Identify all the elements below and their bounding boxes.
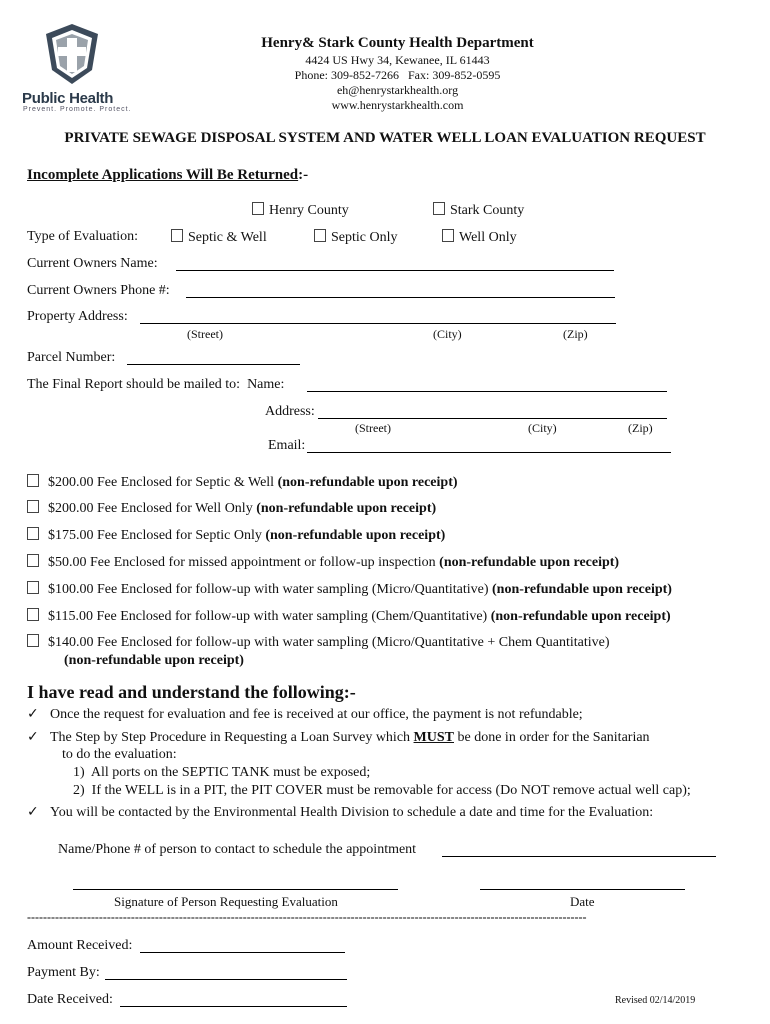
- fee-item[interactable]: [27, 634, 610, 651]
- header: [200, 34, 595, 113]
- org-address: 4424 US Hwy 34, Kewanee, IL 61443: [305, 53, 490, 67]
- fee-checkbox[interactable]: [27, 500, 39, 513]
- evaluation-label: Type of Evaluation:: [27, 229, 138, 244]
- incomplete-suffix: :-: [298, 167, 309, 183]
- property-zip-label: (Zip): [563, 327, 588, 341]
- understand-item-2-cont: to do the evaluation:: [62, 747, 177, 762]
- henry-county-label: Henry County: [269, 203, 349, 218]
- understand-item-1: Once the request for evaluation and fee is received at our office, the payment is not refundable;: [50, 707, 583, 722]
- date-received-label: Date Received:: [27, 992, 113, 1007]
- fee-checkbox[interactable]: [27, 608, 39, 621]
- mail-city-label: (City): [528, 421, 557, 435]
- fee-item[interactable]: [27, 581, 672, 598]
- septic-only-checkbox[interactable]: [314, 229, 326, 242]
- fee-checkbox[interactable]: [27, 581, 39, 594]
- owners-phone-label: Current Owners Phone #:: [27, 283, 170, 298]
- fee-note: (non-refundable upon receipt): [492, 582, 672, 597]
- mail-email-field[interactable]: [307, 438, 671, 453]
- mail-address-label: Address:: [265, 404, 315, 419]
- fee-text: $140.00 Fee Enclosed for follow-up with water sampling (Micro/Quantitative + Chem Quantitative): [48, 635, 610, 650]
- amount-received-field[interactable]: [140, 938, 345, 953]
- fee-text: $200.00 Fee Enclosed for Septic & Well: [48, 475, 278, 490]
- understand-item-2: [50, 730, 650, 746]
- parcel-label: Parcel Number:: [27, 350, 116, 365]
- fee-item[interactable]: [27, 474, 458, 491]
- incomplete-warning: [27, 167, 308, 184]
- henry-county-option[interactable]: [252, 202, 349, 219]
- fee-checkbox[interactable]: [27, 554, 39, 567]
- fee-text: $200.00 Fee Enclosed for Well Only: [48, 501, 257, 516]
- date-field[interactable]: [480, 889, 685, 890]
- owners-phone-field[interactable]: [186, 283, 615, 298]
- septic-well-option[interactable]: [171, 229, 267, 246]
- mail-address-field[interactable]: [318, 404, 667, 419]
- fee-checkbox[interactable]: [27, 527, 39, 540]
- org-name: Henry& Stark County Health Department: [261, 35, 534, 51]
- org-website: www.henrystarkhealth.com: [331, 98, 464, 112]
- henry-county-checkbox[interactable]: [252, 202, 264, 215]
- fee-checkbox[interactable]: [27, 634, 39, 647]
- septic-only-label: Septic Only: [331, 230, 398, 245]
- signature-field[interactable]: [73, 889, 398, 890]
- understand-item-3: You will be contacted by the Environmental Health Division to schedule a date and time for the Evaluation:: [50, 805, 654, 820]
- well-only-label: Well Only: [459, 230, 517, 245]
- revised-date: Revised 02/14/2019: [615, 995, 696, 1006]
- item2-text-a: The Step by Step Procedure in Requesting a Loan Survey which: [50, 730, 414, 745]
- stark-county-checkbox[interactable]: [433, 202, 445, 215]
- fee-note: (non-refundable upon receipt): [256, 501, 437, 516]
- org-phone: Phone: 309-852-7266 Fax: 309-852-0595: [294, 68, 501, 82]
- property-address-label: Property Address:: [27, 309, 128, 324]
- fee-text: $175.00 Fee Enclosed for Septic Only: [48, 528, 266, 543]
- signature-label: Signature of Person Requesting Evaluation: [114, 894, 338, 909]
- mail-street-label: (Street): [355, 421, 391, 435]
- owners-name-label: Current Owners Name:: [27, 256, 158, 271]
- well-only-option[interactable]: [442, 229, 517, 246]
- well-only-checkbox[interactable]: [442, 229, 454, 242]
- fee-note: (non-refundable upon receipt): [277, 475, 458, 490]
- septic-well-checkbox[interactable]: [171, 229, 183, 242]
- date-received-field[interactable]: [120, 992, 347, 1007]
- item2-text-b: be done in order for the Sanitarian: [454, 730, 650, 745]
- septic-well-label: Septic & Well: [188, 230, 267, 245]
- property-street-label: (Street): [187, 327, 223, 341]
- septic-only-option[interactable]: [314, 229, 398, 246]
- amount-received-label: Amount Received:: [27, 938, 133, 953]
- incomplete-text: Incomplete Applications Will Be Returned: [27, 167, 299, 183]
- date-label: Date: [570, 894, 595, 909]
- fee-text: $100.00 Fee Enclosed for follow-up with water sampling (Micro/Quantitative): [48, 582, 493, 597]
- fee-note: (non-refundable upon receipt): [439, 555, 620, 570]
- divider: --------------------------------------------------------------------------------------------------------------------------------------------: [27, 910, 587, 924]
- contact-field[interactable]: [442, 842, 716, 857]
- check-icon: ✓: [27, 804, 39, 820]
- shield-cross-icon: [40, 22, 104, 86]
- payment-by-label: Payment By:: [27, 965, 100, 980]
- check-icon: ✓: [27, 729, 39, 745]
- item2-must: MUST: [413, 730, 454, 745]
- contact-label: Name/Phone # of person to contact to schedule the appointment: [58, 842, 417, 857]
- fee-item[interactable]: [27, 527, 445, 544]
- fee-item[interactable]: [27, 554, 619, 571]
- org-email: eh@henrystarkhealth.org: [336, 83, 459, 97]
- logo-name: Public Health: [22, 90, 114, 107]
- sub-item-2: 2) If the WELL is in a PIT, the PIT COVER must be removable for access (Do NOT remove actual well cap);: [73, 783, 691, 798]
- stark-county-option[interactable]: [433, 202, 524, 219]
- page-title: PRIVATE SEWAGE DISPOSAL SYSTEM AND WATER WELL LOAN EVALUATION REQUEST: [64, 130, 706, 146]
- fee-item[interactable]: [27, 500, 436, 517]
- understand-heading: I have read and understand the following:-: [27, 682, 356, 702]
- fee-text: $115.00 Fee Enclosed for follow-up with water sampling (Chem/Quantitative): [48, 609, 491, 624]
- mail-email-label: Email:: [268, 438, 306, 453]
- payment-by-field[interactable]: [105, 965, 347, 980]
- logo: [22, 22, 132, 113]
- fee-note: (non-refundable upon receipt): [265, 528, 446, 543]
- fee-item[interactable]: [27, 608, 671, 625]
- property-address-field[interactable]: [140, 309, 616, 324]
- mailed-to-label: The Final Report should be mailed to: Name:: [27, 377, 285, 392]
- property-city-label: (City): [433, 327, 462, 341]
- mail-name-field[interactable]: [307, 377, 667, 392]
- stark-county-label: Stark County: [450, 203, 525, 218]
- logo-tagline: Prevent. Promote. Protect.: [23, 106, 132, 113]
- sub-item-1: 1) All ports on the SEPTIC TANK must be exposed;: [73, 765, 371, 780]
- fee-checkbox[interactable]: [27, 474, 39, 487]
- check-icon: ✓: [27, 706, 39, 722]
- fee-text: $50.00 Fee Enclosed for missed appointment or follow-up inspection: [48, 555, 440, 570]
- owners-name-field[interactable]: [176, 256, 614, 271]
- fee-note: (non-refundable upon receipt): [64, 653, 244, 668]
- parcel-field[interactable]: [127, 350, 300, 365]
- fee-note: (non-refundable upon receipt): [490, 609, 671, 624]
- mail-zip-label: (Zip): [628, 421, 653, 435]
